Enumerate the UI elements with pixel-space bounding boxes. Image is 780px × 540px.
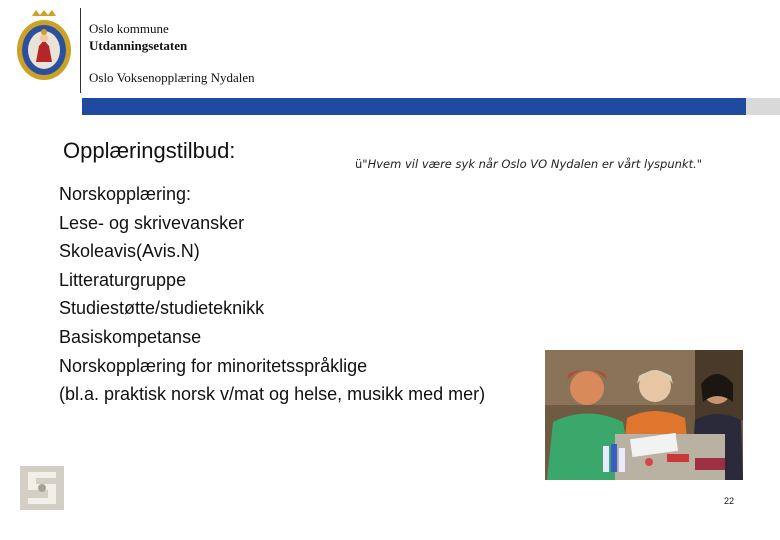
checkmark-icon: ü [355, 157, 363, 171]
quote-text [355, 156, 735, 173]
students-photo [545, 350, 743, 480]
offer-list [59, 180, 485, 409]
list-item: (bl.a. praktisk norsk v/mat og helse, musikk med mer) [59, 384, 486, 405]
list-item: Skoleavis(Avis.N) [59, 241, 200, 262]
list-item: Norskopplæring: [59, 184, 192, 204]
list-item: Norskopplæring for minoritetsspråklige [59, 355, 368, 376]
header-divider [80, 8, 81, 93]
org-name: Oslo kommune [89, 21, 169, 36]
list-item: Lese- og skrivevansker [59, 212, 245, 233]
school-name: Oslo Voksenopplæring Nydalen [89, 70, 255, 85]
header-band-accent [82, 98, 746, 115]
list-item: Litteraturgruppe [59, 269, 187, 290]
oslo-logo-icon [20, 466, 64, 510]
list-item: Studiestøtte/studieteknikk [59, 298, 265, 319]
org-unit: Utdanningsetaten [89, 38, 188, 53]
quote-body: "Hvem vil være syk når Oslo VO Nydalen er vårt lyspunkt." [362, 157, 703, 171]
oslo-crest-icon [14, 10, 74, 82]
page-number: 22 [724, 496, 735, 506]
slide-heading: Opplæringstilbud: [63, 138, 236, 163]
list-item: Basiskompetanse [59, 326, 202, 347]
